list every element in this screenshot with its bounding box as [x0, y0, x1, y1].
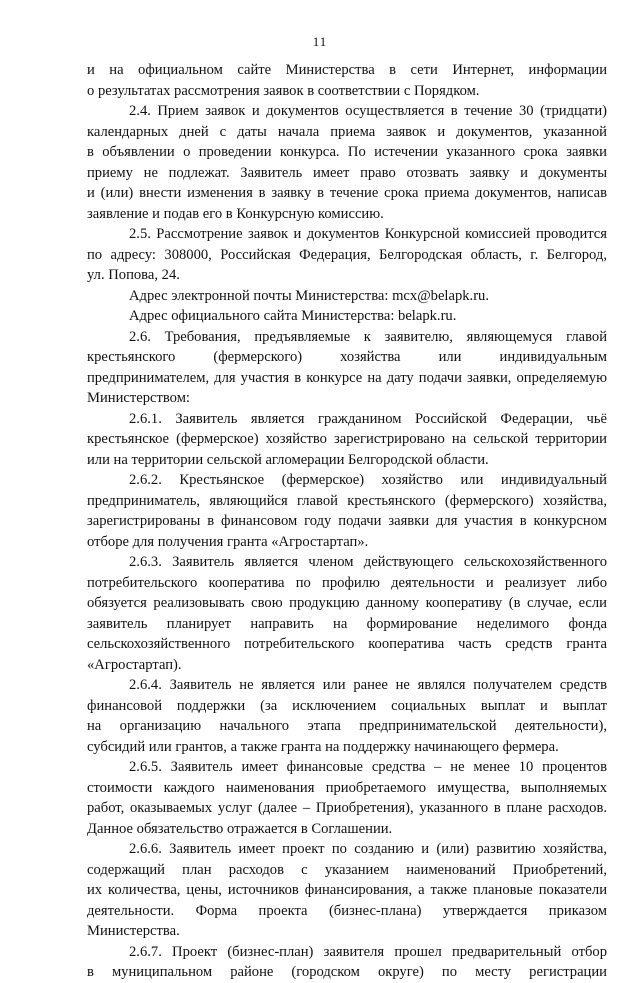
- text-line: 2.6.6. Заявитель имеет проект по созданию и (или) развитию хозяйства,: [129, 841, 607, 857]
- text-line: Министерства.: [87, 923, 180, 939]
- text-line: и на официальном сайте Министерства в сети Интернет, информации: [87, 62, 607, 78]
- text-line: «Агростартап).: [87, 656, 182, 673]
- text-line: заявление и подав его в Конкурсную комиссию.: [87, 205, 384, 222]
- text-line: приему не подлежат. Заявитель имеет право отозвать заявку и документы: [87, 164, 607, 181]
- text-line: 2.6.4. Заявитель не является или ранее не являлся получателем средств: [129, 677, 607, 693]
- text-line: предприниматель, являющийся главой крестьянского (фермерского) хозяйства,: [87, 492, 607, 509]
- text-line: 2.6.5. Заявитель имеет финансовые средства – не менее 10 процентов: [129, 759, 607, 775]
- text-line: заявитель планирует направить на формирование неделимого фонда: [87, 615, 607, 632]
- text-line: Министерством:: [87, 390, 190, 406]
- website-line: Адрес официального сайта Министерства: belapk.ru.: [129, 308, 457, 324]
- text-line: финансовой поддержки (за исключением социальных выплат и выплат: [87, 697, 607, 714]
- text-line: 2.5. Рассмотрение заявок и документов Конкурсной комиссией проводится: [129, 226, 607, 242]
- text-line: по адресу: 308000, Российская Федерация, Белгородская область, г. Белгород,: [87, 246, 607, 263]
- text-line: предпринимателем, для участия в конкурсе на дату подачи заявки, определяемую: [87, 369, 607, 386]
- text-line: содержащий план расходов с указанием наименований Приобретений,: [87, 861, 607, 878]
- text-line: и (или) внести изменения в заявку в течение срока приема документов, написав: [87, 185, 607, 201]
- text-line: на организацию начального этапа предпринимательской деятельности),: [87, 718, 607, 734]
- text-line: обязуется реализовывать свою продукцию данному кооперативу (в случае, если: [87, 595, 607, 611]
- text-line: календарных дней с даты начала приема заявок и документов, указанной: [87, 123, 607, 140]
- text-line: 2.6.3. Заявитель является членом действующего сельскохозяйственного: [129, 554, 607, 570]
- text-line: деятельности. Форма проекта (бизнес-плана) утверждается приказом: [87, 902, 607, 919]
- text-line: 2.6.2. Крестьянское (фермерское) хозяйство или индивидуальный: [129, 472, 607, 488]
- text-line: зарегистрированы в финансовом году подачи заявки для участия в конкурсном: [87, 513, 607, 529]
- text-line: субсидий или грантов, а также гранта на поддержку начинающего фермера.: [87, 738, 559, 755]
- text-line: сельскохозяйственного потребительского кооператива часть средств гранта: [87, 636, 607, 652]
- text-line: отборе для получения гранта «Агростартап».: [87, 533, 369, 550]
- text-line: 2.6. Требования, предъявляемые к заявителю, являющемуся главой: [129, 328, 607, 345]
- document-body: [87, 60, 607, 983]
- text-line: 2.6.7. Проект (бизнес-план) заявителя прошел предварительный отбор: [129, 943, 607, 960]
- text-line: крестьянское (фермерское) хозяйство зарегистрировано на сельской территории: [87, 431, 607, 447]
- text-line: стоимости каждого наименования приобретаемого имущества, выполняемых: [87, 779, 607, 796]
- email-line: Адрес электронной почты Министерства: mcx@belapk.ru.: [129, 287, 489, 304]
- text-line: крестьянского (фермерского) хозяйства или индивидуальным: [87, 349, 607, 365]
- text-line: в муниципальном районе (городском округе) по месту регистрации: [87, 964, 607, 980]
- text-line: ул. Попова, 24.: [87, 267, 180, 283]
- text-line: в объявлении о проведении конкурса. По истечении указанного срока заявки: [87, 144, 607, 160]
- text-line: их количества, цены, источников финансирования, а также плановые показатели: [87, 882, 607, 898]
- text-line: потребительского кооператива по профилю деятельности и реализует либо: [87, 574, 607, 591]
- page-number: 11: [312, 34, 328, 49]
- text-line: о результатах рассмотрения заявок в соответствии с Порядком.: [87, 82, 480, 99]
- text-line: 2.4. Прием заявок и документов осуществляется в течение 30 (тридцати): [129, 103, 607, 119]
- text-line: работ, оказываемых услуг (далее – Приобретения), указанного в плане расходов.: [87, 800, 607, 816]
- text-line: или на территории сельской агломерации Белгородской области.: [87, 451, 489, 468]
- text-line: Данное обязательство отражается в Соглашении.: [87, 820, 393, 837]
- text-line: 2.6.1. Заявитель является гражданином Российской Федерации, чьё: [129, 410, 607, 427]
